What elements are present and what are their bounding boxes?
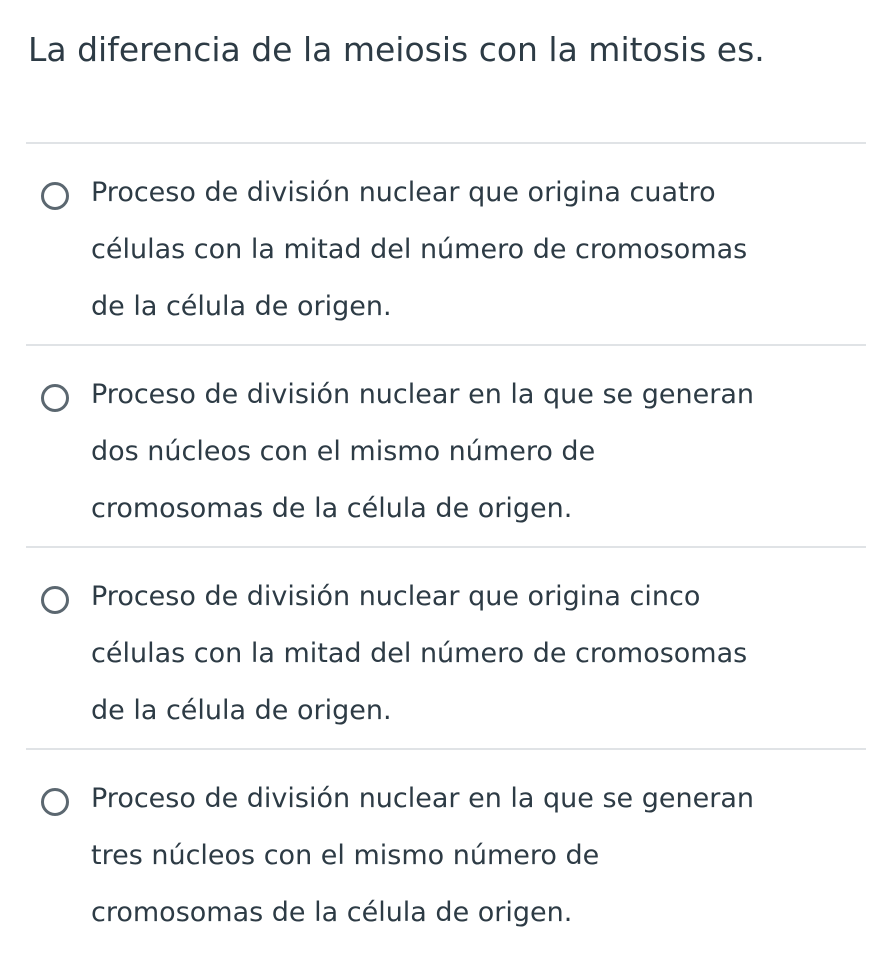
radio-button-1[interactable] [41, 182, 69, 210]
answer-line: de la célula de origen. [91, 695, 392, 726]
answer-line: Proceso de división nuclear que origina cinco [91, 581, 701, 612]
answer-line: cromosomas de la célula de origen. [91, 897, 573, 928]
answer-line: Proceso de división nuclear que origina cuatro [91, 177, 716, 208]
radio-button-2[interactable] [41, 384, 69, 412]
answer-line: células con la mitad del número de cromosomas [91, 234, 748, 265]
answer-label-1 [91, 164, 851, 335]
answer-option-3[interactable] [26, 548, 866, 748]
answer-option-1[interactable] [26, 144, 866, 344]
answer-option-4[interactable] [26, 750, 866, 950]
radio-button-4[interactable] [41, 788, 69, 816]
answer-list [26, 142, 866, 950]
radio-button-3[interactable] [41, 586, 69, 614]
answer-line: dos núcleos con el mismo número de [91, 436, 596, 467]
answer-line: de la célula de origen. [91, 291, 392, 322]
answer-label-3 [91, 568, 851, 739]
answer-label-4 [91, 770, 851, 941]
question-text: La diferencia de la meiosis con la mitosis es. [28, 30, 765, 69]
answer-line: Proceso de división nuclear en la que se generan [91, 783, 754, 814]
answer-line: Proceso de división nuclear en la que se generan [91, 379, 754, 410]
answer-line: cromosomas de la célula de origen. [91, 493, 573, 524]
answer-line: tres núcleos con el mismo número de [91, 840, 600, 871]
answer-label-2 [91, 366, 851, 537]
answer-line: células con la mitad del número de cromosomas [91, 638, 748, 669]
answer-option-2[interactable] [26, 346, 866, 546]
